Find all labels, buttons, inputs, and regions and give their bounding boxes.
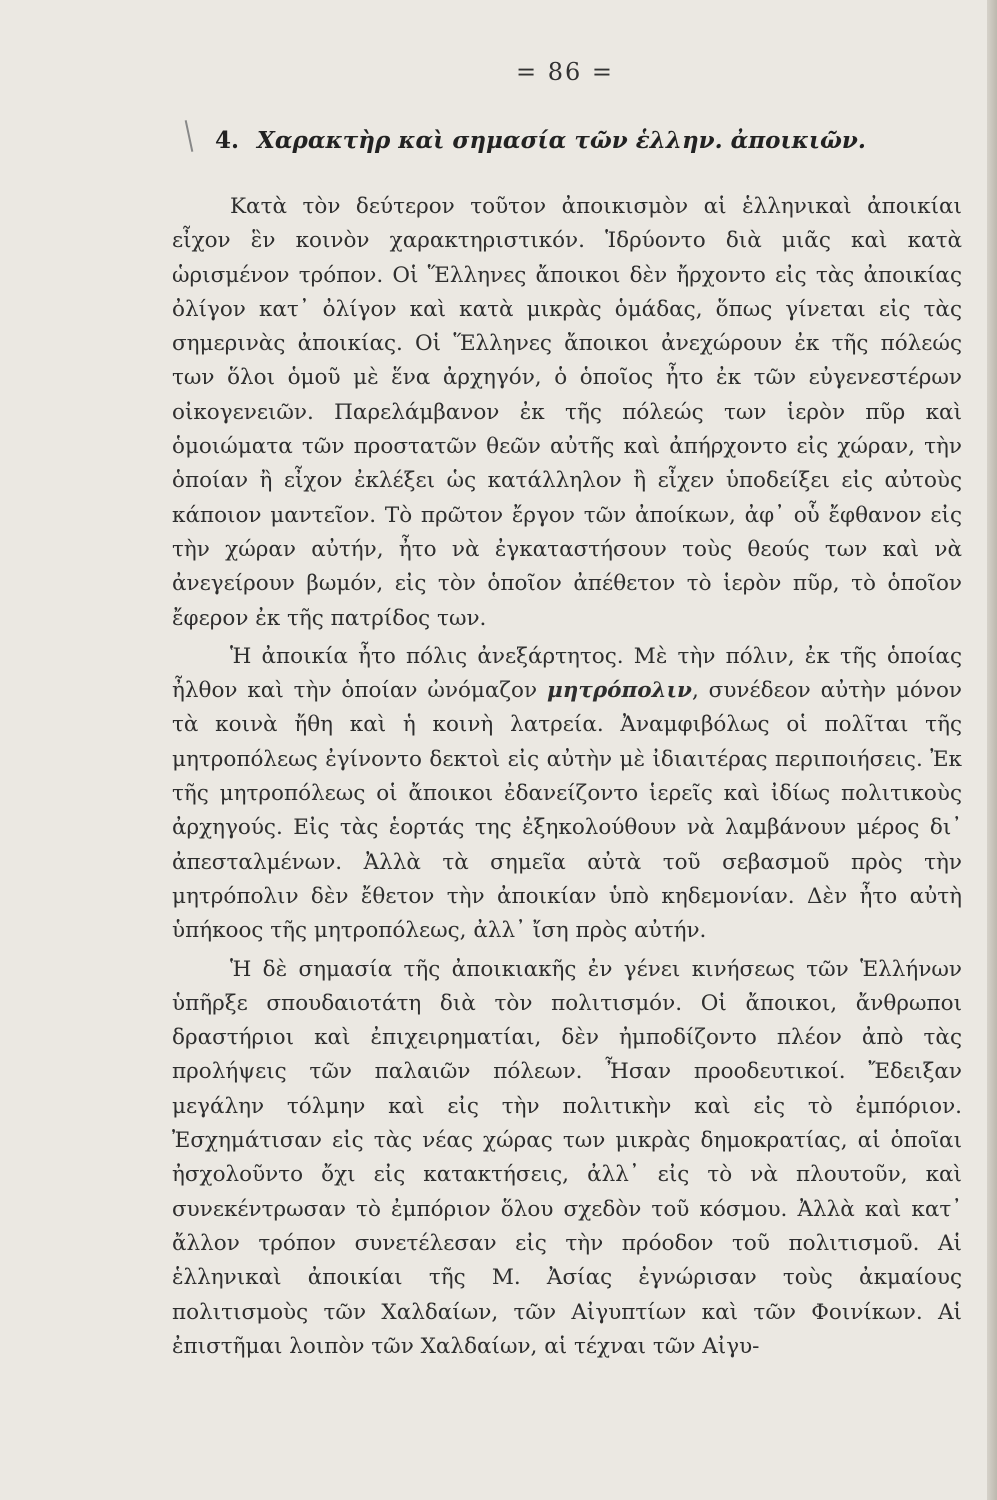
section-heading	[215, 127, 866, 154]
margin-pencil-mark	[185, 120, 194, 152]
page-number: = 86 =	[515, 58, 614, 86]
body-text	[172, 190, 962, 1368]
section-number: 4.	[215, 127, 240, 154]
emphasized-term: μητρόπολιν	[546, 678, 692, 704]
paragraph-3: Ἡ δὲ σημασία τῆς ἀποικιακῆς ἐν γένει κινήσεως τῶν Ἑλλήνων ὑπῆρξε σπουδαιοτάτη διὰ τὸν πολιτισμόν. Οἱ ἄποικοι, ἄνθρωποι δραστήριοι καὶ ἐπιχειρηματίαι, δὲν ἠμποδίζοντο πλέον ἀπὸ τὰς προλήψεις τῶν παλαιῶν πόλεων. Ἦσαν προοδευτικοί. Ἔδειξαν μεγάλην τόλμην καὶ εἰς τὴν πολιτικὴν καὶ εἰς τὸ ἐμπόριον. Ἐσχημάτισαν εἰς τὰς νέας χώρας των μικρὰς δημοκρατίας, αἱ ὁποῖαι ἠσχολοῦντο ὄχι εἰς κατακτήσεις, ἀλλ᾽ εἰς τὸ νὰ πλουτοῦν, καὶ συνεκέντρωσαν τὸ ἐμπόριον ὅλου σχεδὸν τοῦ κόσμου. Ἀλλὰ καὶ κατ᾽ ἄλλον τρόπον συνετέλεσαν εἰς τὴν πρόοδον τοῦ πολιτισμοῦ. Αἱ ἑλληνικαὶ ἀποικίαι τῆς Μ. Ἀσίας ἐγνώρισαν τοὺς ἀκμαίους πολιτισμοὺς τῶν Χαλδαίων, τῶν Αἰγυπτίων καὶ τῶν Φοινίκων. Αἱ ἐπιστῆμαι λοιπὸν τῶν Χαλδαίων, αἱ τέχναι τῶν Αἰγυ-	[172, 956, 962, 1359]
page-edge	[987, 0, 997, 1500]
paragraph-2-end: , συνέδεον αὐτὴν μόνον τὰ κοινὰ ἤθη καὶ ἡ κοινὴ λατρεία. Ἀναμφιβόλως οἱ πολῖται τῆς μητροπόλεως ἐγίνοντο δεκτοὶ εἰς αὐτὴν μὲ ἰδιαιτέρας περιποιήσεις. Ἐκ τῆς μητροπόλεως οἱ ἄποικοι ἐδανείζοντο ἱερεῖς καὶ ἰδίως πολιτικοὺς ἀρχηγούς. Εἰς τὰς ἑορτάς της ἐξηκολούθουν νὰ λαμβάνουν μέρος δι᾽ ἀπεσταλμένων. Ἀλλὰ τὰ σημεῖα αὐτὰ τοῦ σεβασμοῦ πρὸς τὴν μητρόπολιν δὲν ἔθετον τὴν ἀποικίαν ὑπὸ κηδεμονίαν. Δὲν ἦτο αὐτὴ ὑπήκοος τῆς μητροπόλεως, ἀλλ᾽ ἴση πρὸς αὐτήν.	[172, 678, 962, 944]
paragraph-2	[172, 640, 962, 949]
paragraph-1: Κατὰ τὸν δεύτερον τοῦτον ἀποικισμὸν αἱ ἑλληνικαὶ ἀποικίαι εἶχον ἓν κοινὸν χαρακτηριστικόν. Ἱδρύοντο διὰ μιᾶς καὶ κατὰ ὡρισμένον τρόπον. Οἱ Ἕλληνες ἄποικοι δὲν ἤρχοντο εἰς τὰς ἀποικίας ὀλίγον κατ᾽ ὀλίγον καὶ κατὰ μικρὰς ὁμάδας, ὅπως γίνεται εἰς τὰς σημερινὰς ἀποικίας. Οἱ Ἕλληνες ἄποικοι ἀνεχώρουν ἐκ τῆς πόλεώς των ὅλοι ὁμοῦ μὲ ἕνα ἀρχηγόν, ὁ ὁποῖος ἦτο ἐκ τῶν εὐγενεστέρων οἰκογενειῶν. Παρελάμβανον ἐκ τῆς πόλεώς των ἱερὸν πῦρ καὶ ὁμοιώματα τῶν προστατῶν θεῶν αὐτῆς καὶ ἀπήρχοντο εἰς χώραν, τὴν ὁποίαν ἢ εἶχον ἐκλέξει ὡς κατάλληλον ἢ εἶχεν ὑποδείξει εἰς αὐτοὺς κάποιον μαντεῖον. Τὸ πρῶτον ἔργον τῶν ἀποίκων, ἀφ᾽ οὗ ἔφθανον εἰς τὴν χώραν αὐτήν, ἦτο νὰ ἐγκαταστήσουν τοὺς θεούς των καὶ νὰ ἀνεγείρουν βωμόν, εἰς τὸν ὁποῖον ἀπέθετον τὸ ἱερὸν πῦρ, τὸ ὁποῖον ἔφερον ἐκ τῆς πατρίδος των.	[172, 194, 962, 631]
paragraph-2-start: Ἡ ἀποικία ἦτο πόλις ἀνεξάρτητος. Μὲ τὴν πόλιν, ἐκ τῆς ὁποίας ἦλθον καὶ τὴν ὁποίαν ὠνόμαζον	[172, 643, 962, 704]
section-title: Χαρακτὴρ καὶ σημασία τῶν ἑλλην. ἀποικιῶν.	[257, 127, 866, 154]
